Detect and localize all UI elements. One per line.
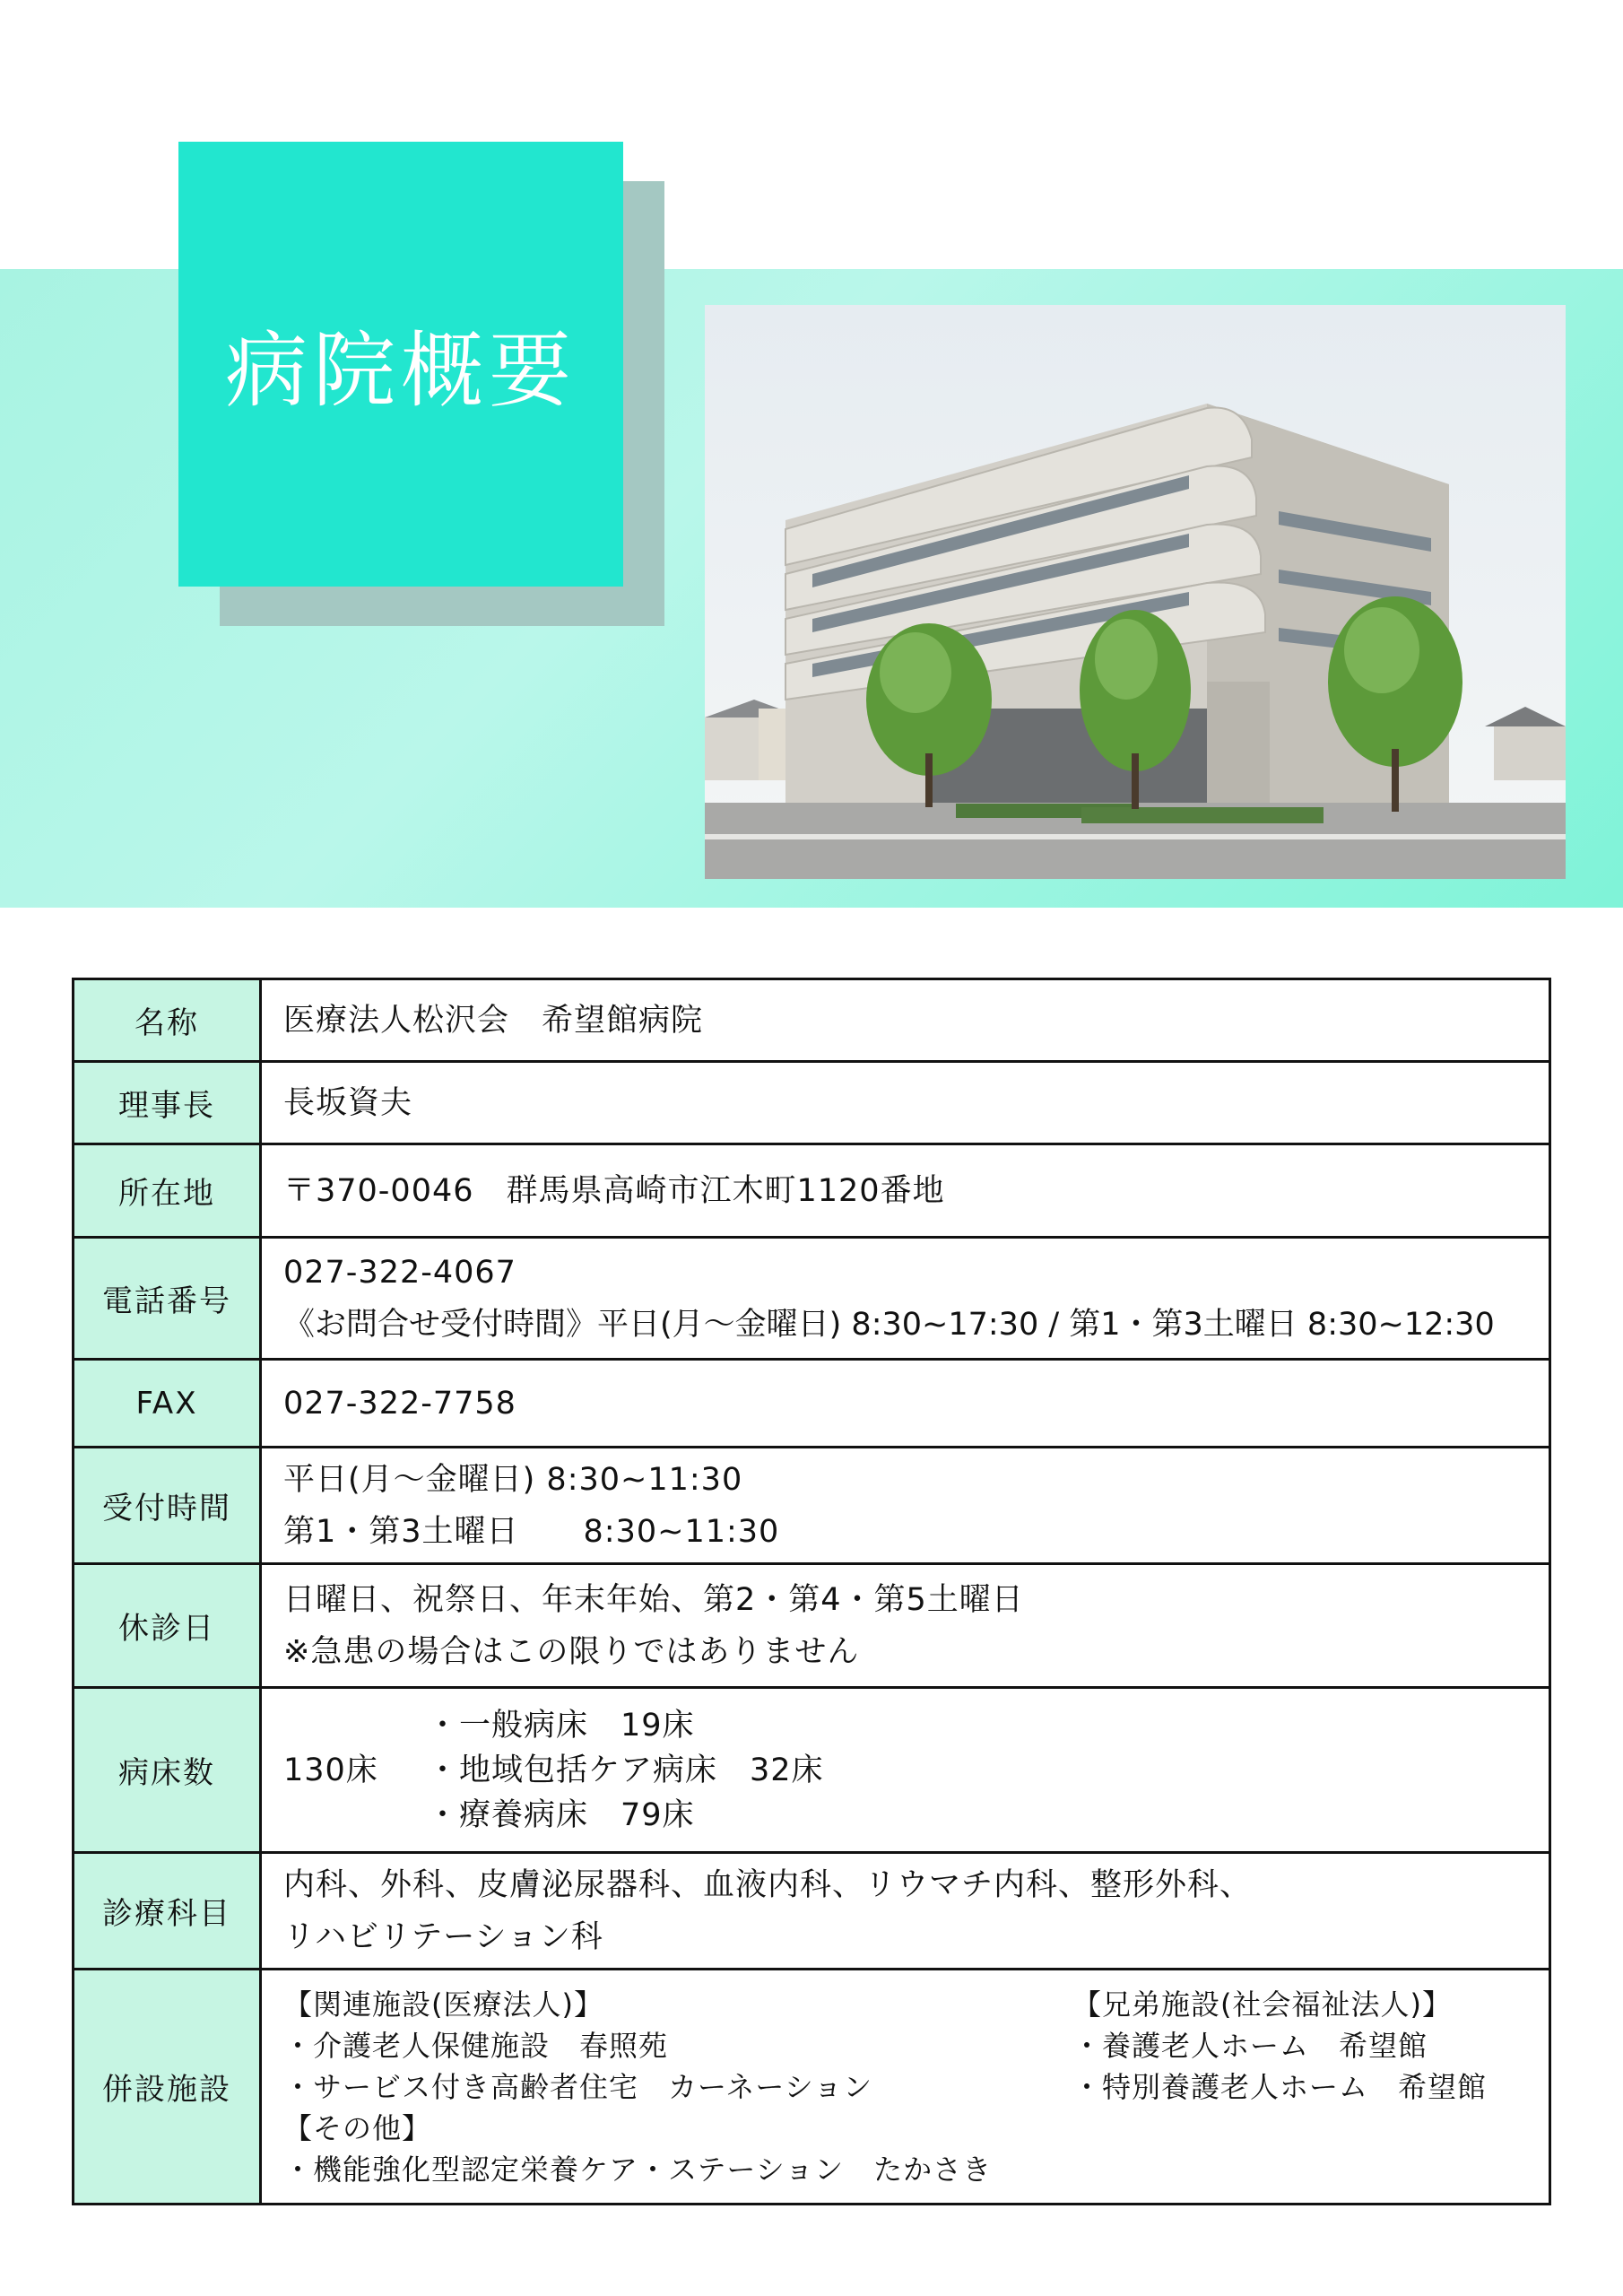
facilities-right-column <box>1072 1984 1487 2190</box>
row-departments <box>74 1853 1550 1970</box>
departments-line-2: リハビリテーション科 <box>283 1918 603 1955</box>
value-phone <box>261 1238 1550 1360</box>
row-name <box>74 979 1550 1062</box>
label-name: 名称 <box>74 979 261 1062</box>
facility-line: ・特別養護老人ホーム 希望館 <box>1072 2069 1488 2104</box>
facility-line: ・機能強化型認定栄養ケア・ステーション たかさき <box>283 2152 993 2187</box>
facility-line: ・サービス付き高齢者住宅 カーネーション <box>283 2069 873 2104</box>
beds-total: 130床 <box>283 1752 378 1788</box>
beds-content <box>283 1703 1549 1838</box>
label-reception: 受付時間 <box>74 1448 261 1564</box>
value-fax: 027-322-7758 <box>261 1360 1550 1448</box>
hospital-building-photo <box>705 305 1566 879</box>
row-beds <box>74 1688 1550 1853</box>
beds-list <box>427 1703 824 1838</box>
value-reception <box>261 1448 1550 1564</box>
row-closed <box>74 1564 1550 1688</box>
label-chairman: 理事長 <box>74 1062 261 1144</box>
value-chairman: 長坂資夫 <box>261 1062 1550 1144</box>
label-address: 所在地 <box>74 1144 261 1238</box>
departments-line-1: 内科、外科、皮膚泌尿器科、血液内科、リウマチ内科、整形外科、 <box>283 1866 1253 1903</box>
value-departments <box>261 1853 1550 1970</box>
label-closed: 休診日 <box>74 1564 261 1688</box>
row-fax <box>74 1360 1550 1448</box>
facility-line: ・介護老人保健施設 春照苑 <box>283 2028 669 2063</box>
phone-hours: 《お問合せ受付時間》平日(月〜金曜日) 8:30~17:30 / 第1・第3土曜日 8:30~12:30 <box>283 1306 1495 1343</box>
label-beds: 病床数 <box>74 1688 261 1853</box>
value-beds <box>261 1688 1550 1853</box>
facilities-content <box>283 1984 1549 2190</box>
phone-number: 027-322-4067 <box>283 1254 516 1291</box>
value-address: 〒370-0046 群馬県高崎市江木町1120番地 <box>261 1144 1550 1238</box>
reception-line-1: 平日(月〜金曜日) 8:30~11:30 <box>283 1461 743 1498</box>
facility-line: 【兄弟施設(社会福祉法人)】 <box>1072 1987 1452 2022</box>
value-facilities <box>261 1970 1550 2205</box>
value-name: 医療法人松沢会 希望館病院 <box>261 979 1550 1062</box>
row-chairman <box>74 1062 1550 1144</box>
facilities-left-column <box>283 1984 1072 2190</box>
info-table <box>72 978 1551 2205</box>
row-reception <box>74 1448 1550 1564</box>
label-phone: 電話番号 <box>74 1238 261 1360</box>
reception-line-2: 第1・第3土曜日 8:30~11:30 <box>283 1513 780 1550</box>
closed-line-1: 日曜日、祝祭日、年末年始、第2・第4・第5土曜日 <box>283 1581 1024 1618</box>
facility-line: ・養護老人ホーム 希望館 <box>1072 2028 1428 2063</box>
page-title: 病院概要 <box>224 323 577 419</box>
beds-item: ・療養病床 79床 <box>427 1796 695 1833</box>
row-address <box>74 1144 1550 1238</box>
facility-line: 【その他】 <box>283 2110 432 2145</box>
title-box <box>178 142 623 587</box>
label-departments: 診療科目 <box>74 1853 261 1970</box>
value-closed <box>261 1564 1550 1688</box>
row-phone <box>74 1238 1550 1360</box>
beds-item: ・一般病床 19床 <box>427 1707 695 1744</box>
label-facilities: 併設施設 <box>74 1970 261 2205</box>
row-facilities <box>74 1970 1550 2205</box>
beds-item: ・地域包括ケア病床 32床 <box>427 1752 824 1788</box>
label-fax: FAX <box>74 1360 261 1448</box>
facility-line: 【関連施設(医療法人)】 <box>283 1987 603 2022</box>
closed-line-2: ※急患の場合はこの限りではありません <box>283 1633 860 1670</box>
